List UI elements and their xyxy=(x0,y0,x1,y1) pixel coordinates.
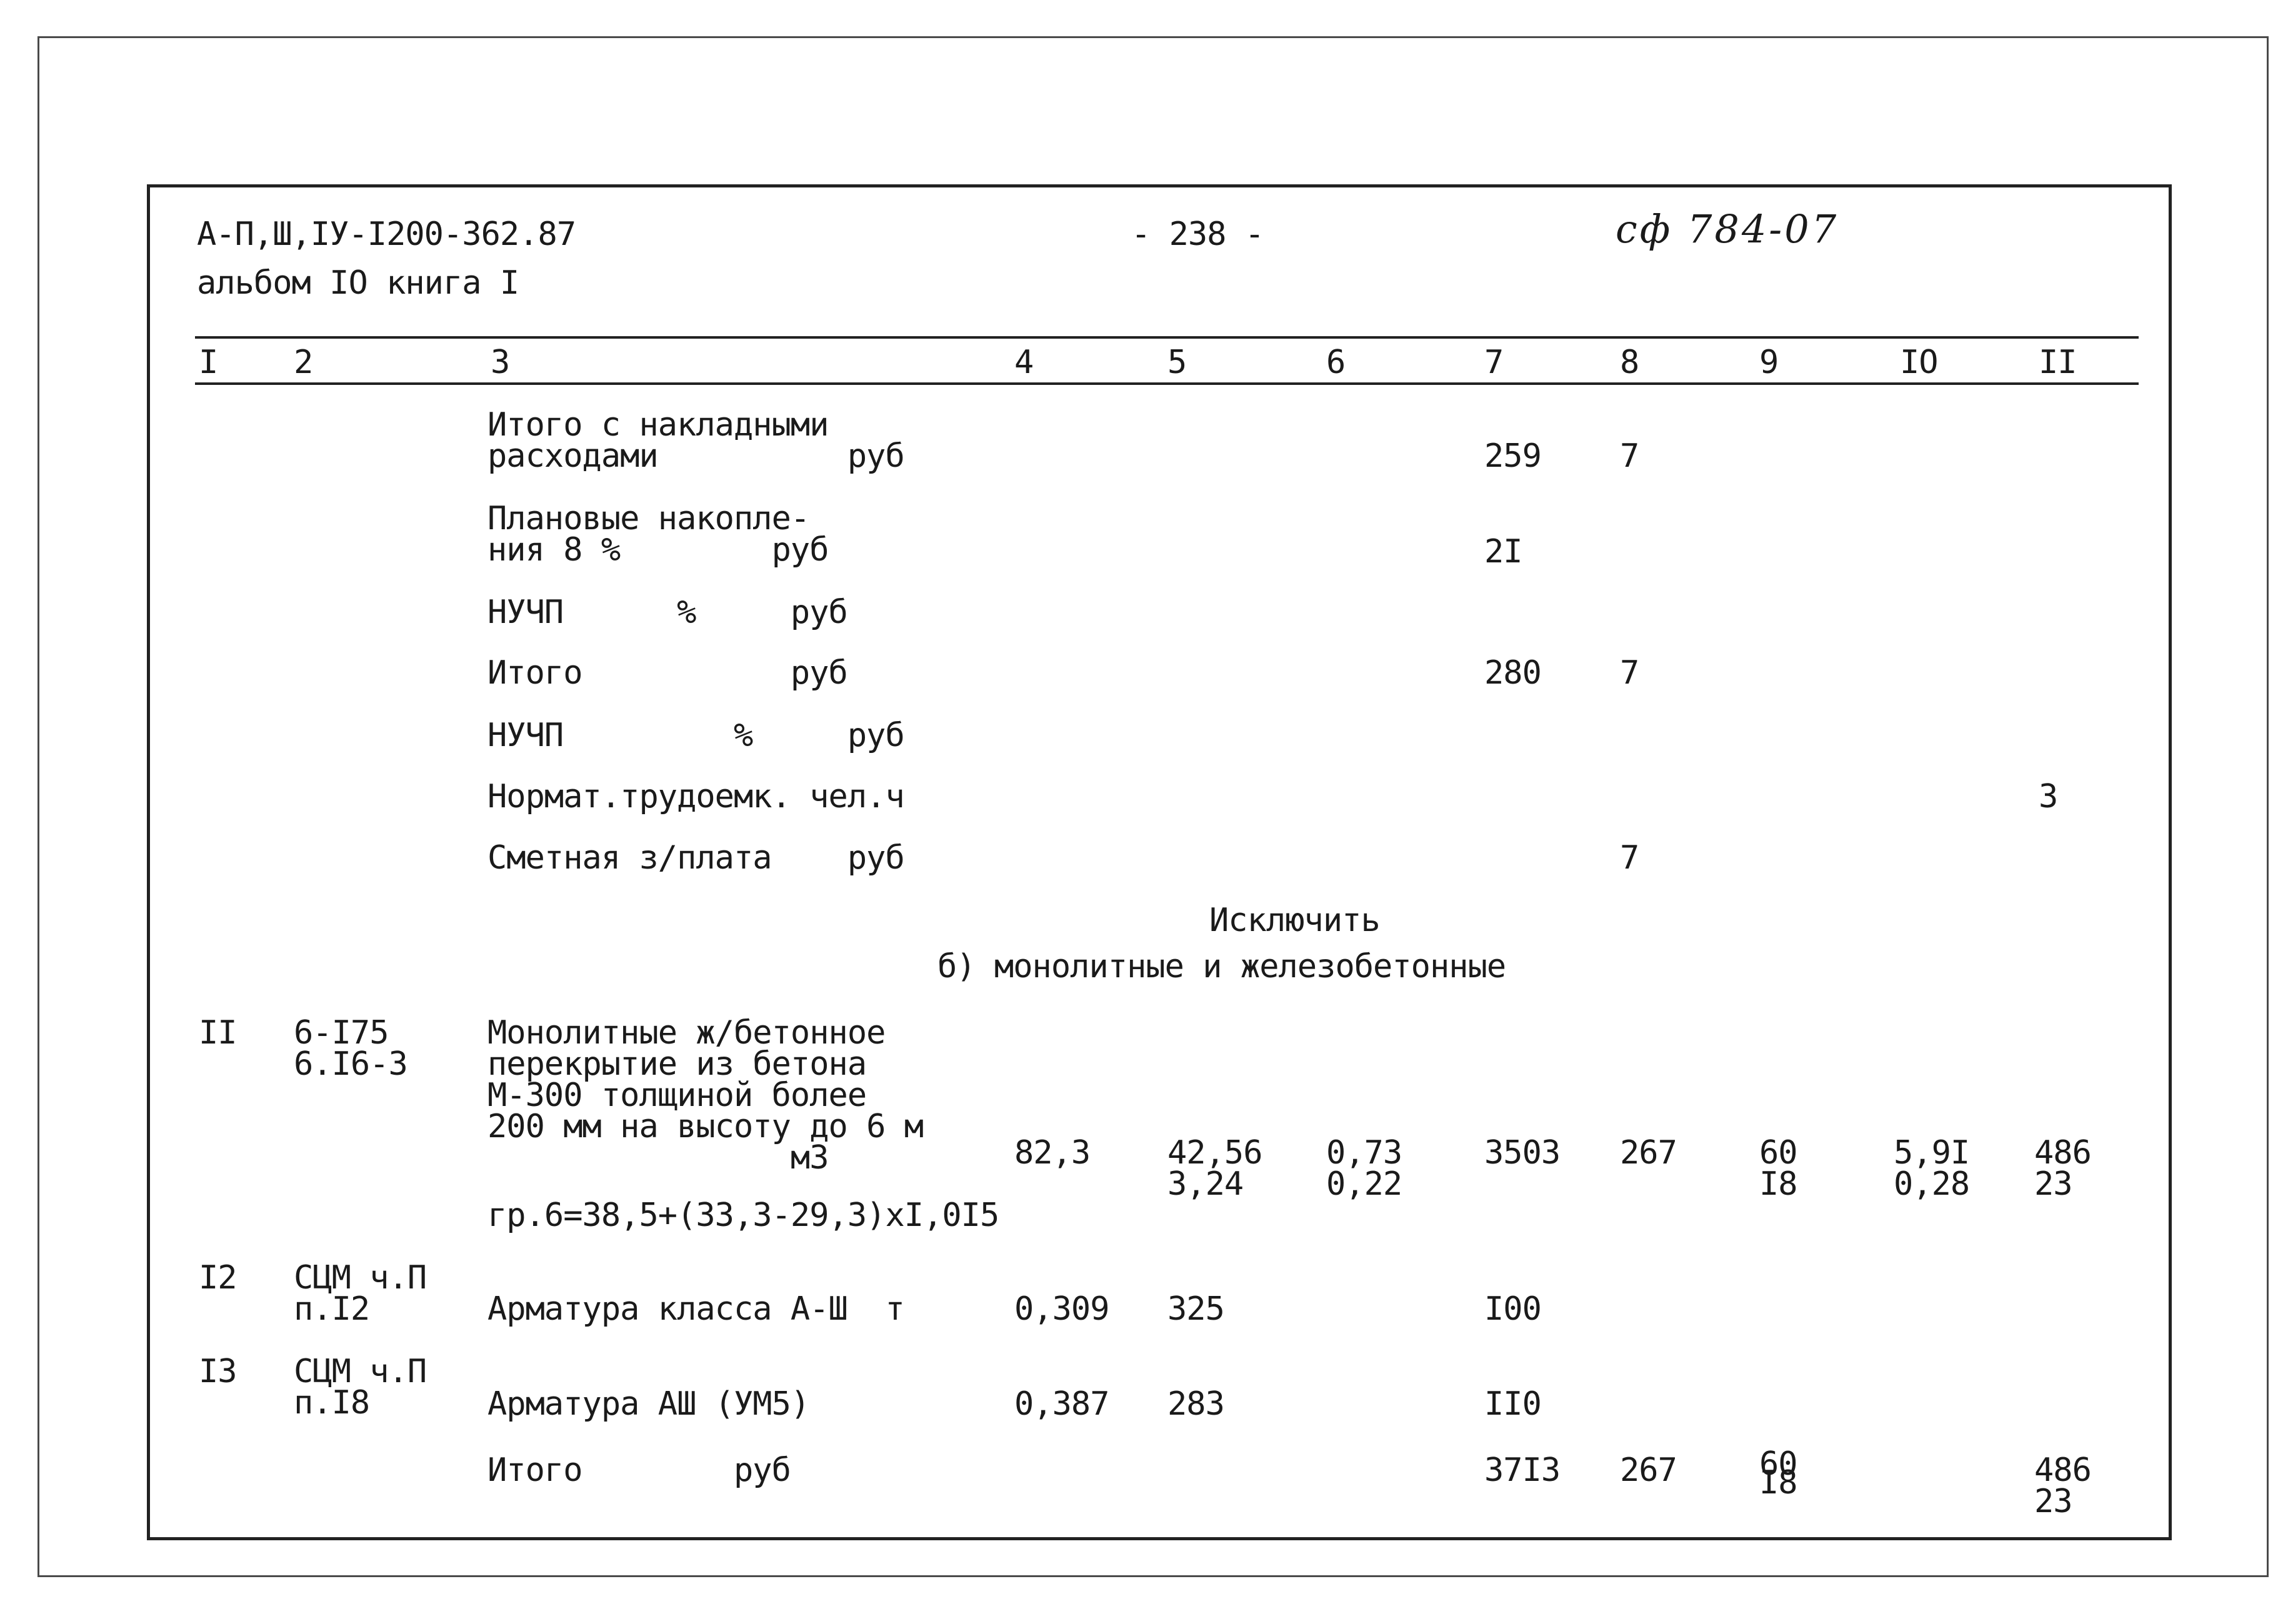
cell-col1: II xyxy=(199,1014,237,1052)
cell-col7: 3503 xyxy=(1484,1134,1561,1172)
cell-col8: 7 xyxy=(1620,839,1639,877)
cell-col5: 42,56 3,24 xyxy=(1167,1134,1262,1203)
section-subtitle: б) монолитные и железобетонные xyxy=(937,948,1506,985)
col-header-1: I xyxy=(199,344,218,381)
row-description: НУЧП % руб xyxy=(487,594,847,631)
col-header-10: IO xyxy=(1900,344,1938,381)
sheet-code: сф 784-07 xyxy=(1616,206,1839,252)
col-header-8: 8 xyxy=(1620,344,1639,381)
table-frame xyxy=(147,184,2172,1540)
cell-col10: 5,9I 0,28 xyxy=(1894,1134,1970,1203)
col-header-2: 2 xyxy=(294,344,313,381)
cell-col9: 60 I8 xyxy=(1759,1445,1797,1502)
cell-col7: 259 xyxy=(1484,437,1541,475)
row-description: Итого руб xyxy=(487,1452,791,1489)
col-header-11: II xyxy=(2039,344,2077,381)
cell-col1: I3 xyxy=(199,1353,237,1390)
cell-col8: 267 xyxy=(1620,1452,1677,1489)
cell-col4: 0,309 xyxy=(1014,1290,1109,1328)
row-description: НУЧП % руб xyxy=(487,717,904,754)
row-description: Итого с накладными расходами руб xyxy=(487,406,904,475)
row-description: Монолитные ж/бетонное перекрытие из бетона М-300 толщиной более 200 мм на высоту до 6 м м3 xyxy=(487,1014,924,1177)
cell-col9: 60 I8 xyxy=(1759,1134,1797,1203)
header-top-rule xyxy=(195,336,2139,339)
row-description: Итого руб xyxy=(487,654,847,692)
cell-col4: 82,3 xyxy=(1014,1134,1091,1172)
row-description: Нормат.трудоемк. чел.ч xyxy=(487,778,904,815)
cell-col7: II0 xyxy=(1484,1385,1541,1423)
header-bottom-rule xyxy=(195,382,2139,385)
cell-col2: СЦМ ч.П п.I8 xyxy=(294,1353,427,1422)
cell-col1: I2 xyxy=(199,1259,237,1297)
row-description: Плановые накопле- ния 8 % руб xyxy=(487,500,829,569)
cell-col8: 267 xyxy=(1620,1134,1677,1172)
col-header-6: 6 xyxy=(1326,344,1346,381)
col-header-4: 4 xyxy=(1014,344,1034,381)
cell-col2: СЦМ ч.П п.I2 xyxy=(294,1259,427,1328)
col-header-3: 3 xyxy=(491,344,510,381)
row-description: Арматура АШ (УМ5) xyxy=(487,1385,810,1423)
cell-col8: 7 xyxy=(1620,654,1639,692)
cell-col11: 486 23 xyxy=(2034,1134,2091,1203)
cell-col5: 325 xyxy=(1167,1290,1224,1328)
cell-col6: 0,73 0,22 xyxy=(1326,1134,1402,1203)
cell-col7: I00 xyxy=(1484,1290,1541,1328)
doc-code: А-П,Ш,IУ-I200-362.87 xyxy=(197,216,576,253)
album-label: альбом IO книга I xyxy=(197,264,519,302)
row-description: Сметная з/плата руб xyxy=(487,839,904,877)
col-header-9: 9 xyxy=(1759,344,1779,381)
cell-col7: 37I3 xyxy=(1484,1452,1561,1489)
cell-col5: 283 xyxy=(1167,1385,1224,1423)
section-title: Исключить xyxy=(1209,902,1380,939)
cell-col2: 6-I75 6.I6-3 xyxy=(294,1014,407,1083)
cell-col11: 486 23 xyxy=(2034,1452,2091,1520)
cell-col7: 280 xyxy=(1484,654,1541,692)
cell-col4: 0,387 xyxy=(1014,1385,1109,1423)
calc-note: гр.6=38,5+(33,3-29,3)xI,0I5 xyxy=(487,1197,999,1234)
page-number: - 238 - xyxy=(1131,216,1264,253)
cell-col7: 2I xyxy=(1484,533,1522,570)
cell-col8: 7 xyxy=(1620,437,1639,475)
col-header-5: 5 xyxy=(1167,344,1187,381)
cell-col11: 3 xyxy=(2039,778,2058,815)
col-header-7: 7 xyxy=(1484,344,1504,381)
row-description: Арматура класса А-Ш т xyxy=(487,1290,904,1328)
